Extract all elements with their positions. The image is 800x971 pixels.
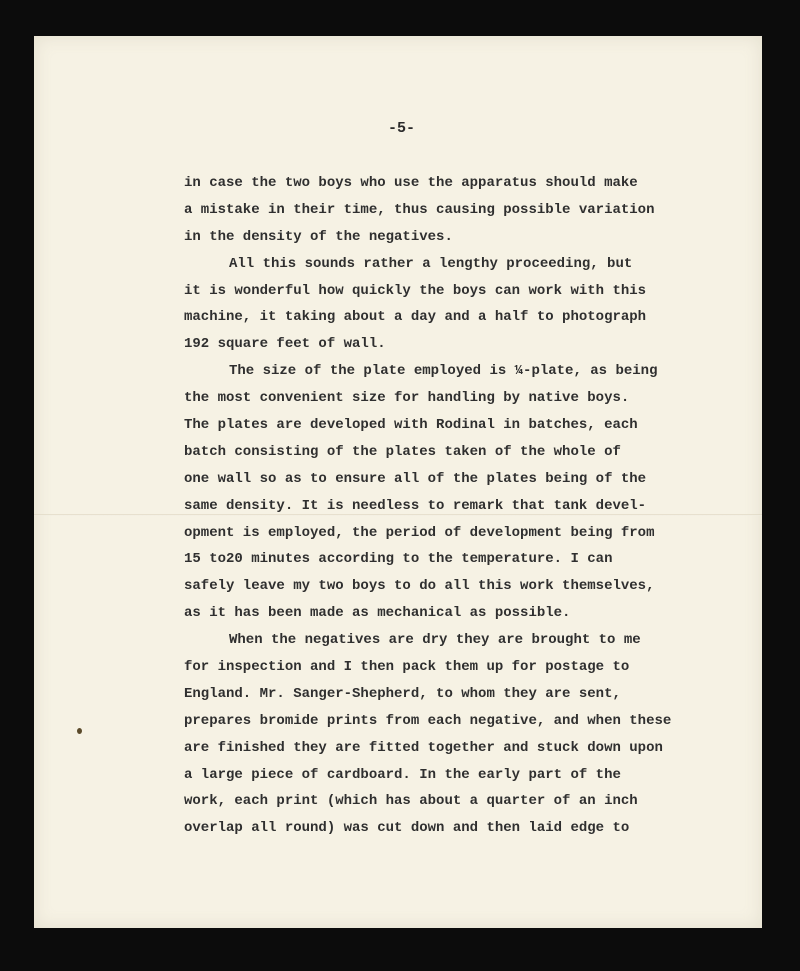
text-line-16: safely leave my two boys to do all this work themselves, bbox=[184, 578, 655, 595]
text-line-23: a large piece of cardboard. In the early part of the bbox=[184, 766, 621, 783]
ink-spot bbox=[77, 728, 82, 734]
text-line-1: in case the two boys who use the apparatus should make bbox=[184, 175, 638, 191]
text-line-12: one wall so as to ensure all of the plates being of the bbox=[184, 470, 647, 487]
text-line-13: same density. It is needless to remark that tank devel- bbox=[184, 497, 647, 514]
text-line-19: for inspection and I then pack them up for postage to bbox=[184, 659, 630, 676]
text-line-14: opment is employed, the period of development being from bbox=[184, 524, 655, 541]
text-line-18: When the negatives are dry they are brought to me bbox=[229, 632, 641, 649]
text-line-10: The plates are developed with Rodinal in batches, each bbox=[184, 417, 638, 434]
text-line-8: The size of the plate employed is ¼-plate, as being bbox=[229, 363, 658, 380]
text-line-5: it is wonderful how quickly the boys can work with this bbox=[184, 282, 647, 299]
text-line-6: machine, it taking about a day and a half to photograph bbox=[184, 309, 647, 326]
text-line-11: batch consisting of the plates taken of the whole of bbox=[184, 443, 621, 460]
text-line-20: England. Mr. Sanger-Shepherd, to whom they are sent, bbox=[184, 685, 621, 702]
text-line-17: as it has been made as mechanical as possible. bbox=[184, 605, 571, 622]
text-line-2: a mistake in their time, thus causing possible variation bbox=[184, 201, 655, 218]
typed-text-body bbox=[184, 170, 744, 842]
text-line-4: All this sounds rather a lengthy proceeding, but bbox=[229, 255, 633, 272]
paper-sheet bbox=[34, 36, 762, 928]
text-line-7: 192 square feet of wall. bbox=[184, 336, 386, 353]
text-line-22: are finished they are fitted together and stuck down upon bbox=[184, 739, 663, 756]
text-line-25: overlap all round) was cut down and then laid edge to bbox=[184, 820, 630, 837]
text-line-3: in the density of the negatives. bbox=[184, 228, 453, 245]
text-line-24: work, each print (which has about a quarter of an inch bbox=[184, 793, 638, 810]
page-number: -5- bbox=[388, 120, 416, 137]
text-line-15: 15 to20 minutes according to the temperature. I can bbox=[184, 551, 613, 568]
text-line-21: prepares bromide prints from each negative, and when these bbox=[184, 712, 672, 729]
text-line-9: the most convenient size for handling by native boys. bbox=[184, 390, 630, 407]
